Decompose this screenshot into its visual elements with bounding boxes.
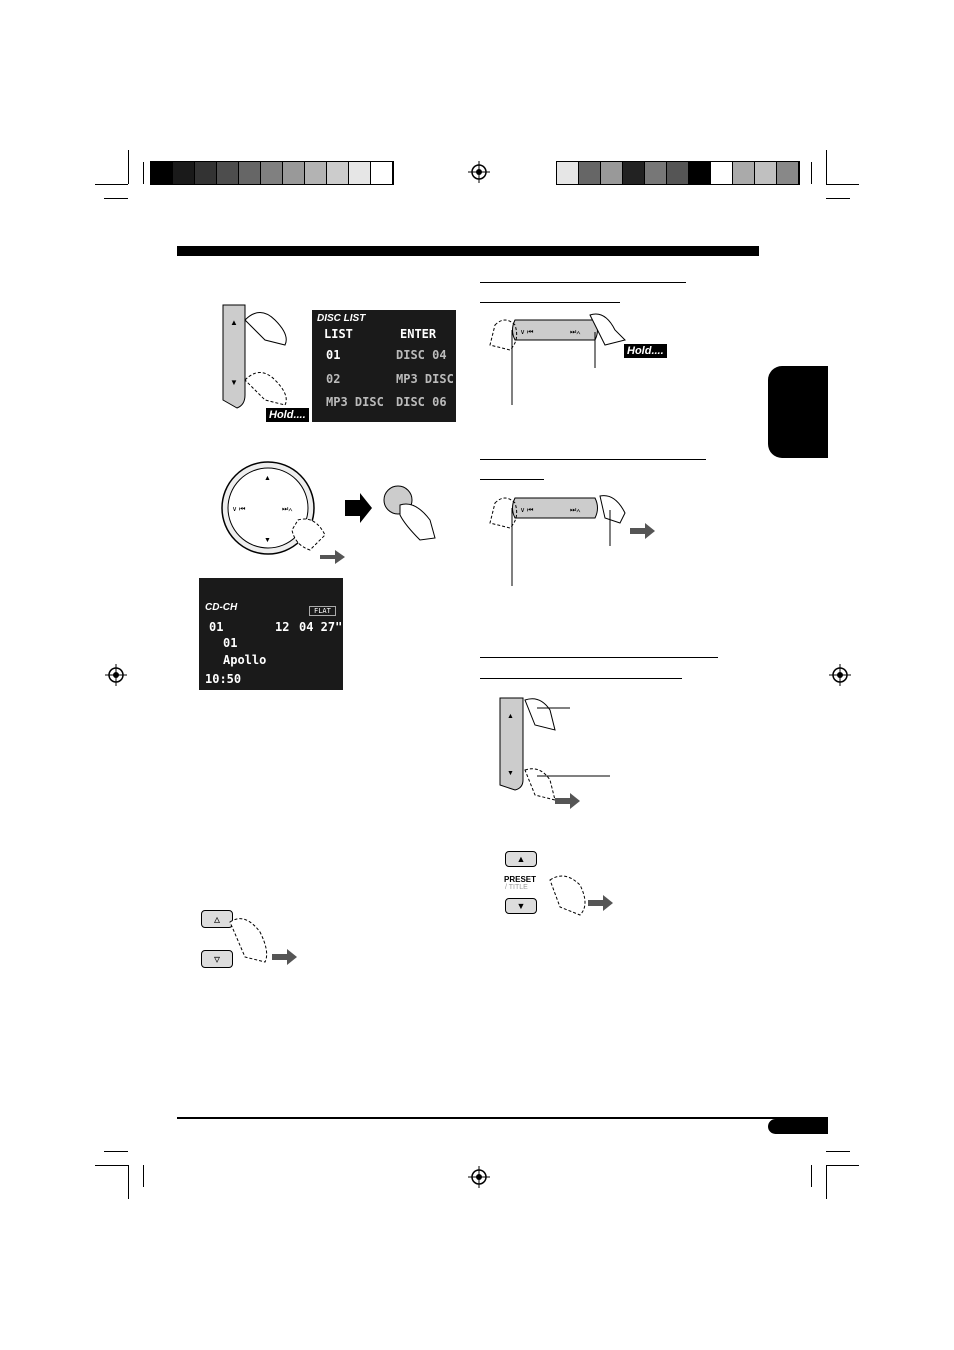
cd-display-screen	[199, 578, 343, 690]
color-swatch	[733, 162, 755, 184]
crop-mark	[826, 198, 850, 199]
color-bar-left	[150, 161, 394, 185]
svg-text:▲: ▲	[507, 713, 514, 720]
color-swatch	[261, 162, 283, 184]
preset-up-button[interactable]: ▲	[505, 851, 537, 867]
color-swatch	[151, 162, 173, 184]
up-button[interactable]: ▵	[201, 910, 233, 928]
updown-key-illustration	[215, 300, 305, 425]
color-swatch	[305, 162, 327, 184]
disc-list-item: MP3 DISC	[326, 395, 384, 409]
color-bar-right	[556, 161, 800, 185]
svg-text:▼: ▼	[264, 537, 271, 544]
disc-list-item: 02	[326, 372, 341, 386]
hold-label: Hold....	[624, 344, 667, 358]
disc-number: 01	[209, 620, 224, 634]
crop-mark	[826, 1165, 827, 1199]
clock: 10:50	[205, 672, 242, 686]
section-underline	[480, 479, 544, 480]
cd-source: CD-CH	[205, 602, 238, 613]
crop-mark	[104, 198, 128, 199]
play-time: 04 27"	[299, 620, 343, 634]
control-dial-illustration	[220, 460, 460, 570]
finger-press-illustration	[220, 912, 300, 972]
color-swatch	[667, 162, 689, 184]
color-swatch	[195, 162, 217, 184]
color-swatch	[217, 162, 239, 184]
footer-rule	[177, 1117, 828, 1119]
disc-list-header-enter: ENTER	[400, 327, 437, 341]
crop-mark	[826, 1151, 850, 1152]
section-underline	[480, 302, 620, 303]
color-swatch	[689, 162, 711, 184]
color-swatch	[173, 162, 195, 184]
crop-mark	[128, 150, 129, 184]
preset-down-button[interactable]: ▼	[505, 898, 537, 914]
color-swatch	[327, 162, 349, 184]
folder-number: 01	[223, 636, 238, 650]
crop-mark	[143, 162, 144, 184]
page-number-tab	[768, 1119, 828, 1134]
crop-mark	[143, 1165, 144, 1187]
eq-badge: FLAT	[309, 606, 336, 616]
color-swatch	[711, 162, 733, 184]
title-label: / TITLE	[505, 884, 528, 891]
svg-text:∨ ⏮: ∨ ⏮	[520, 507, 534, 514]
disc-list-item: DISC 06	[396, 395, 447, 409]
color-swatch	[283, 162, 305, 184]
skip-key-press-illustration	[480, 488, 680, 588]
svg-text:▲: ▲	[230, 318, 238, 327]
svg-text:∨ ⏮: ∨ ⏮	[232, 506, 246, 513]
crop-mark	[95, 1165, 128, 1166]
registration-target-icon	[829, 664, 851, 686]
disc-list-screen	[312, 310, 456, 422]
color-swatch	[623, 162, 645, 184]
color-swatch	[579, 162, 601, 184]
crop-mark	[95, 184, 128, 185]
svg-text:▲: ▲	[264, 475, 271, 482]
color-swatch	[601, 162, 623, 184]
hold-label: Hold....	[266, 408, 309, 422]
preset-label: PRESET	[504, 875, 537, 884]
color-swatch	[371, 162, 393, 184]
finger-press-illustration	[540, 865, 620, 920]
disc-list-header-list: LIST	[324, 327, 353, 341]
crop-mark	[811, 162, 812, 184]
disc-list-title: DISC LIST	[317, 313, 366, 324]
section-underline	[480, 459, 706, 460]
disc-list-item: 01	[326, 348, 341, 362]
updown-key-press-illustration	[495, 690, 615, 815]
down-button[interactable]: ▿	[201, 950, 233, 968]
header-bar	[177, 246, 759, 256]
section-underline	[480, 282, 686, 283]
crop-mark	[826, 184, 859, 185]
svg-text:∨ ⏮: ∨ ⏮	[520, 329, 534, 336]
track-number: 12	[275, 620, 290, 634]
color-swatch	[349, 162, 371, 184]
registration-target-icon	[468, 161, 490, 183]
crop-mark	[826, 150, 827, 184]
color-swatch	[557, 162, 579, 184]
crop-mark	[104, 1151, 128, 1152]
svg-text:▼: ▼	[507, 770, 514, 777]
color-swatch	[755, 162, 777, 184]
disc-list-item: MP3 DISC	[396, 372, 454, 386]
side-tab	[768, 366, 828, 458]
color-swatch	[777, 162, 799, 184]
disc-list-item: DISC 04	[396, 348, 447, 362]
crop-mark	[811, 1165, 812, 1187]
svg-text:⏭∧: ⏭∧	[570, 329, 581, 336]
svg-text:⏭∧: ⏭∧	[570, 507, 581, 514]
section-underline	[480, 657, 718, 658]
song-title: Apollo	[223, 653, 267, 667]
crop-mark	[826, 1165, 859, 1166]
crop-mark	[128, 1165, 129, 1199]
color-swatch	[645, 162, 667, 184]
registration-target-icon	[105, 664, 127, 686]
color-swatch	[239, 162, 261, 184]
svg-text:⏭∧: ⏭∧	[282, 506, 293, 513]
skip-key-hold-illustration	[480, 310, 680, 410]
section-underline	[480, 678, 682, 679]
registration-target-icon	[468, 1166, 490, 1188]
svg-text:▼: ▼	[230, 378, 238, 387]
